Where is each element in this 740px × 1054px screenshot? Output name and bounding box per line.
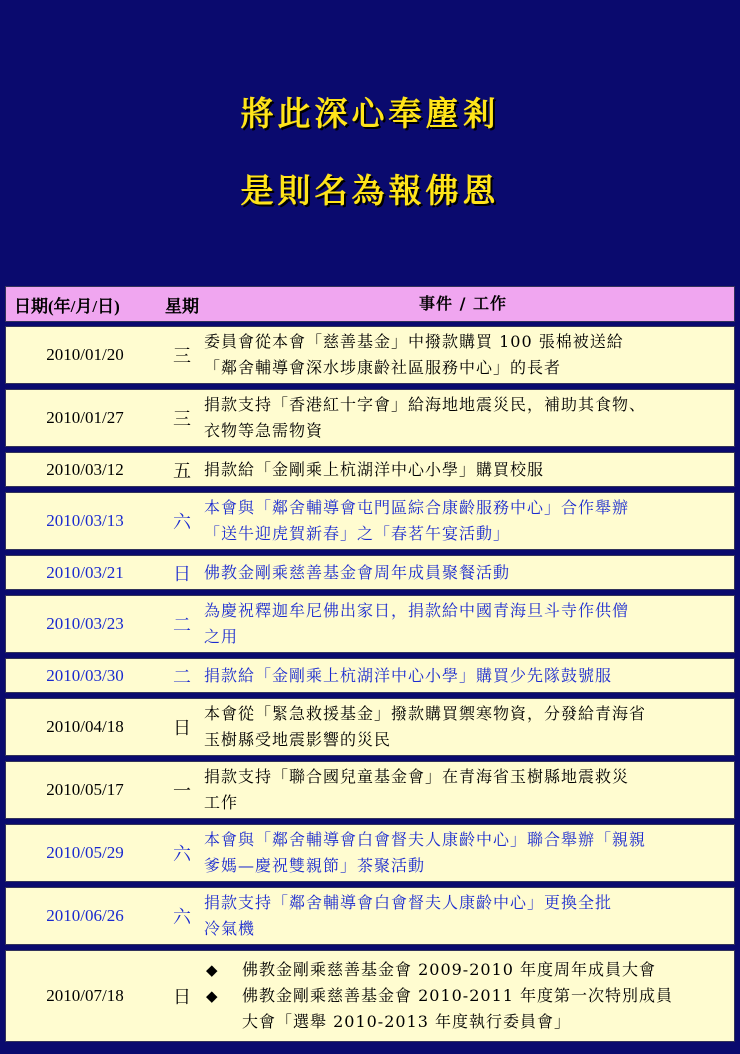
- header-event: 事件 / 工作: [419, 294, 507, 313]
- event-line: 「送牛迎虎賀新春」之「春茗午宴活動」: [204, 524, 511, 543]
- row-event: [200, 329, 734, 381]
- event-line: 工作: [204, 793, 239, 812]
- row-event: [200, 560, 734, 586]
- row-day: 六: [173, 844, 191, 865]
- table-row: [5, 389, 735, 447]
- row-day: 二: [173, 615, 191, 636]
- row-event: [200, 957, 734, 1035]
- table-row: [5, 492, 735, 550]
- table-row: [5, 452, 735, 487]
- event-line: 佛教金剛乘慈善基金會 2010-2011 年度第一次特別成員: [242, 986, 674, 1005]
- row-day: 一: [173, 781, 191, 802]
- table-row: [5, 658, 735, 693]
- diamond-bullet-icon: ◆: [206, 987, 219, 1005]
- diamond-bullet-icon: ◆: [206, 961, 219, 979]
- event-line: 大會「選舉 2010-2013 年度執行委員會」: [242, 1012, 572, 1031]
- table-header: [5, 286, 735, 322]
- event-line: 爹媽—慶祝雙親節」茶聚活動: [204, 856, 426, 875]
- row-date: 2010/05/29: [46, 843, 124, 862]
- header-banner: [0, 0, 740, 286]
- row-date: 2010/03/23: [46, 614, 124, 633]
- event-line: 本會與「鄰舍輔導會白會督夫人康齡中心」聯合舉辦「親親: [204, 830, 647, 849]
- table-row: [5, 887, 735, 945]
- row-date: 2010/07/18: [46, 986, 124, 1005]
- row-day: 二: [173, 666, 191, 688]
- row-day: 六: [173, 512, 191, 533]
- event-line: 佛教金剛乘慈善基金會 2009-2010 年度周年成員大會: [242, 960, 657, 979]
- bullet-item: [204, 983, 726, 1035]
- event-line: 捐款支持「鄰舍輔導會白會督夫人康齡中心」更換全批: [204, 893, 613, 912]
- title-line-1: 將此深心奉塵剎: [240, 94, 500, 133]
- table-row: [5, 824, 735, 882]
- event-line: 捐款給「金剛乘上杭湖洋中心小學」購買少先隊鼓號服: [204, 665, 613, 685]
- table-row: [5, 555, 735, 590]
- row-date: 2010/03/21: [46, 562, 124, 582]
- row-event: [200, 457, 734, 483]
- event-line: 本會與「鄰舍輔導會屯門區綜合康齡服務中心」合作舉辦: [204, 498, 630, 517]
- table-row: [5, 595, 735, 653]
- event-bullet-list: [204, 957, 726, 1035]
- row-date: 2010/06/26: [46, 906, 124, 925]
- row-day: 三: [173, 346, 191, 367]
- event-line: 捐款給「金剛乘上杭湖洋中心小學」購買校服: [204, 459, 545, 479]
- table-row: [5, 761, 735, 819]
- row-event: [200, 827, 734, 879]
- header-day: 星期: [165, 296, 199, 316]
- events-table: [5, 286, 735, 1047]
- table-row: [5, 950, 735, 1042]
- row-date: 2010/01/20: [46, 345, 124, 364]
- row-event: [200, 598, 734, 650]
- event-line: 玉樹縣受地震影響的災民: [204, 730, 392, 749]
- row-date: 2010/04/18: [46, 717, 124, 736]
- title-line-2: 是則名為報佛恩: [240, 171, 500, 210]
- bullet-item: [204, 957, 726, 983]
- row-day: 日: [173, 563, 191, 585]
- event-line: 本會從「緊急救援基金」撥款購買禦寒物資，分發給青海省: [204, 704, 647, 723]
- row-day: 日: [173, 987, 191, 1008]
- row-day: 日: [173, 718, 191, 739]
- row-date: 2010/05/17: [46, 780, 124, 799]
- event-line: 之用: [204, 627, 239, 646]
- table-row: [5, 698, 735, 756]
- row-date: 2010/03/12: [46, 459, 124, 479]
- row-event: [200, 495, 734, 547]
- event-line: 衣物等急需物資: [204, 421, 324, 440]
- event-line: 佛教金剛乘慈善基金會周年成員聚餐活動: [204, 562, 511, 582]
- row-date: 2010/03/13: [46, 511, 124, 530]
- row-event: [200, 392, 734, 444]
- header-date: 日期(年/月/日): [14, 296, 120, 316]
- row-day: 六: [173, 907, 191, 928]
- event-line: 委員會從本會「慈善基金」中撥款購買 100 張棉被送給: [204, 332, 624, 351]
- event-line: 「鄰舍輔導會深水埗康齡社區服務中心」的長者: [204, 358, 562, 377]
- row-day: 三: [173, 409, 191, 430]
- row-date: 2010/03/30: [46, 665, 124, 685]
- row-day: 五: [173, 460, 191, 482]
- event-line: 冷氣機: [204, 919, 256, 938]
- event-line: 為慶祝釋迦牟尼佛出家日，捐款給中國青海旦斗寺作供僧: [204, 601, 630, 620]
- event-line: 捐款支持「香港紅十字會」給海地地震災民，補助其食物、: [204, 395, 647, 414]
- event-line: 捐款支持「聯合國兒童基金會」在青海省玉樹縣地震救災: [204, 767, 630, 786]
- row-event: [200, 890, 734, 942]
- table-row: [5, 326, 735, 384]
- row-event: [200, 764, 734, 816]
- row-event: [200, 663, 734, 689]
- row-date: 2010/01/27: [46, 408, 124, 427]
- row-event: [200, 701, 734, 753]
